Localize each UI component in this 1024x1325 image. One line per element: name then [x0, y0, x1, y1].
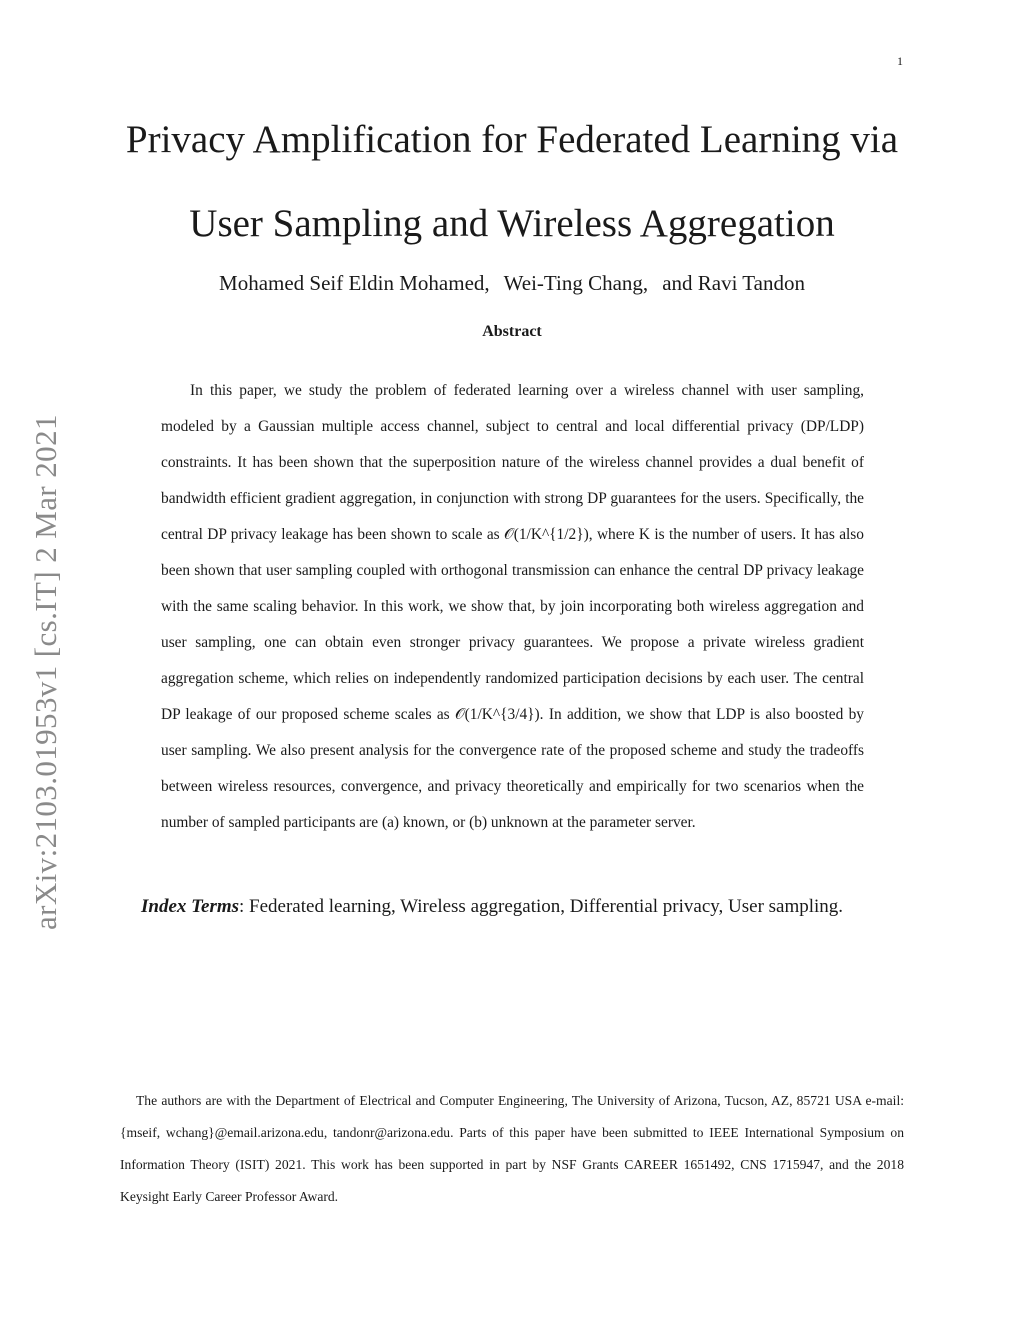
- arxiv-stamp: arXiv:2103.01953v1 [cs.IT] 2 Mar 2021: [28, 414, 63, 930]
- author-list: [120, 271, 904, 296]
- abstract-heading: Abstract: [482, 323, 542, 340]
- abstract-text: In this paper, we study the problem of federated learning over a wireless channel with user sampling, modeled by a Gaussian multiple access channel, subject to central and local differential privacy (DP/LDP) constraints. It has been shown that the superposition nature of the wireless channel provides a dual benefit of bandwidth efficient gradient aggregation, in conjunction with strong DP guarantees for the users. Specifically, the central DP privacy leakage has been shown to scale as 𝒪(1/K^{1/2}), where K is the number of users. It has also been shown that user sampling coupled with orthogonal transmission can enhance the central DP privacy leakage with the same scaling behavior. In this work, we show that, by join incorporating both wireless aggregation and user sampling, one can obtain even stronger privacy guarantees. We propose a private wireless gradient aggregation scheme, which relies on independently randomized participation decisions by each user. The central DP leakage of our proposed scheme scales as 𝒪(1/K^{3/4}). In addition, we show that LDP is also boosted by user sampling. We also present analysis for the convergence rate of the proposed scheme and study the tradeoffs between wireless resources, convergence, and privacy theoretically and empirically for two scenarios when the number of sampled participants are (a) known, or (b) unknown at the parameter server.: [161, 382, 864, 831]
- index-terms: [141, 896, 921, 918]
- author-name: and Ravi Tandon: [662, 271, 805, 295]
- page-number: 1: [897, 54, 903, 68]
- author-name: Mohamed Seif Eldin Mohamed,: [219, 271, 490, 295]
- paper-title: Privacy Amplification for Federated Learning via User Sampling and Wireless Aggregation: [125, 118, 899, 245]
- author-footnote: The authors are with the Department of Electrical and Computer Engineering, The University of Arizona, Tucson, AZ, 85721 USA e-mail: {mseif, wchang}@email.arizona.edu, tandonr@arizona.edu. Parts of this paper have been submitted to IEEE International Symposium on Information Theory (ISIT) 2021. This work has been supported in part by NSF Grants CAREER 1651492, CNS 1715947, and the 2018 Keysight Early Career Professor Award.: [120, 1093, 904, 1204]
- index-terms-text: : Federated learning, Wireless aggregation, Differential privacy, User sampling.: [239, 896, 844, 917]
- index-terms-label: Index Terms: [141, 896, 240, 917]
- author-name: Wei-Ting Chang,: [503, 271, 649, 295]
